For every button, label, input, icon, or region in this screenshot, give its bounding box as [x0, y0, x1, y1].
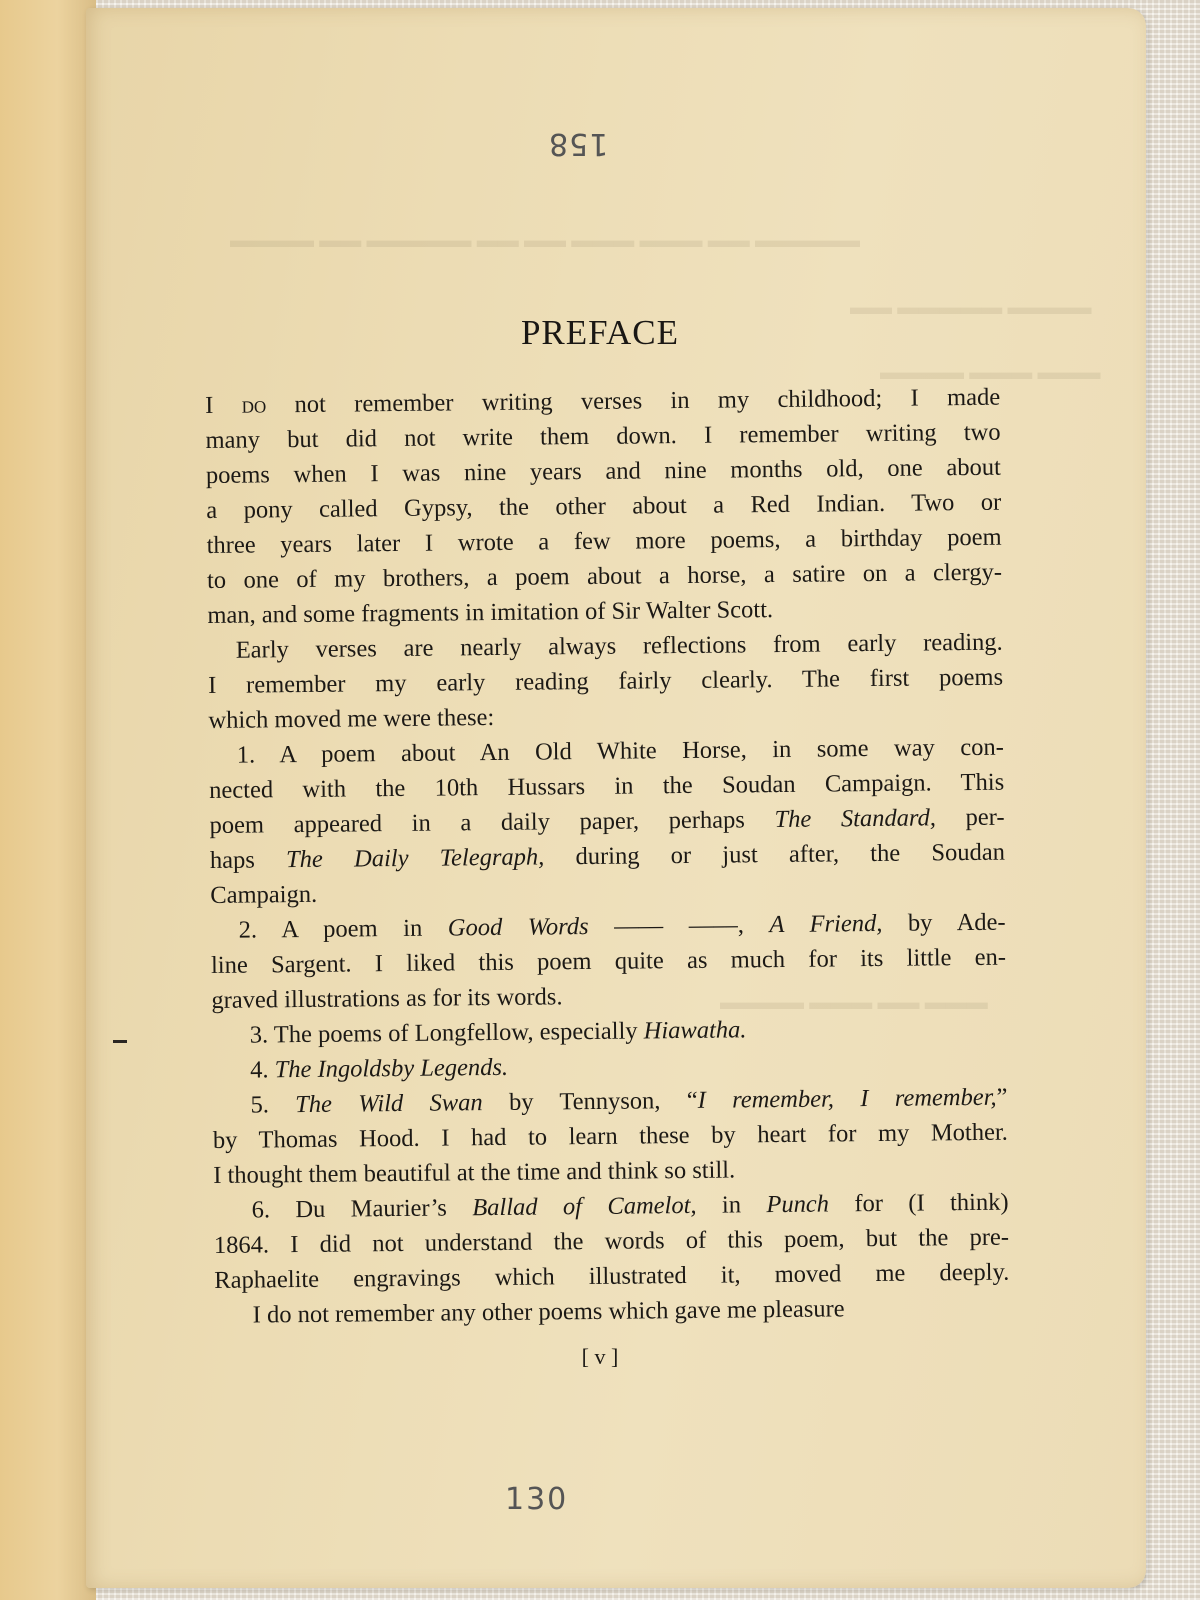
text-line: many but did not write them down. I remember writing two — [205, 418, 1001, 454]
pencil-annotation-bottom: 130 — [505, 1482, 569, 1517]
list-item-line: 1864. I did not understand the words of this poem, but the pre- — [213, 1223, 1010, 1259]
show-through-texture: ▬▬ ▬▬▬▬▬ ▬▬▬▬ — [850, 295, 1092, 319]
list-item-line: by Thomas Hood. I had to learn these by heart for my Mother. — [212, 1118, 1008, 1154]
list-item-line: 2. A poem in Good Words —— ——, A Friend, by Ade- — [238, 908, 1006, 944]
text-line: poems when I was nine years and nine months old, one about — [205, 453, 1002, 489]
preface-body — [205, 380, 1010, 1333]
list-item-line: 6. Du Maurier’s Ballad of Camelot, in Punch for (I think) — [251, 1188, 1009, 1224]
list-item-line: Raphaelite engravings which illustrated it, moved me deeply. — [214, 1258, 1010, 1294]
text-line: to one of my brothers, a poem about a horse, a satire on a clergy- — [206, 558, 1003, 594]
list-item-line: 3. The poems of Longfellow, especially Hiawatha. — [249, 1016, 747, 1049]
pencil-annotation-top: 158 — [548, 126, 609, 161]
text-line: which moved me were these: — [208, 703, 495, 734]
text-line: three years later I wrote a few more poems, a birthday poem — [206, 523, 1002, 559]
list-item-line: I thought them beautiful at the time and think so still. — [213, 1156, 736, 1189]
list-item-line: haps The Daily Telegraph, during or just after, the Soudan — [209, 838, 1006, 874]
list-item-line: nected with the 10th Hussars in the Soudan Campaign. This — [209, 768, 1005, 804]
show-through-texture: ▬▬▬▬ ▬▬▬ ▬▬▬ — [880, 360, 1101, 384]
list-item-line: line Sargent. I liked this poem quite as much for its little en- — [210, 943, 1007, 979]
text-line: I remember my early reading fairly clearly. The first poems — [207, 663, 1004, 699]
list-item-line: 5. The Wild Swan by Tennyson, “I remember, I remember,” — [250, 1083, 1008, 1119]
list-item-line: graved illustrations as for its words. — [211, 983, 563, 1014]
text-line: Early verses are nearly always reflections from early reading. — [235, 628, 1003, 664]
text-line: I do not remember writing verses in my childhood; I made — [205, 383, 1001, 419]
list-item-line: poem appeared in a daily paper, perhaps The Standard, per- — [209, 803, 1005, 839]
page-number: [ v ] — [581, 1344, 619, 1369]
text-line: I do not remember any other poems which gave me pleasure — [252, 1295, 845, 1329]
list-item-line: 4. The Ingoldsby Legends. — [250, 1053, 509, 1084]
show-through-texture: ▬▬▬▬ ▬▬▬ ▬▬ ▬▬▬ — [720, 990, 988, 1014]
margin-mark — [113, 1040, 127, 1043]
page-title: PREFACE — [520, 313, 680, 352]
text-line: a pony called Gypsy, the other about a Red Indian. Two or — [206, 488, 1002, 524]
list-item-line: 1. A poem about An Old White Horse, in some way con- — [236, 733, 1004, 769]
list-item-line: Campaign. — [210, 880, 318, 909]
text-line: man, and some fragments in imitation of Sir Walter Scott. — [207, 596, 774, 629]
show-through-texture: ▬▬▬▬ ▬▬ ▬▬▬▬▬ ▬▬ ▬▬ ▬▬▬ ▬▬▬ ▬▬ ▬▬▬▬▬ — [230, 228, 860, 252]
